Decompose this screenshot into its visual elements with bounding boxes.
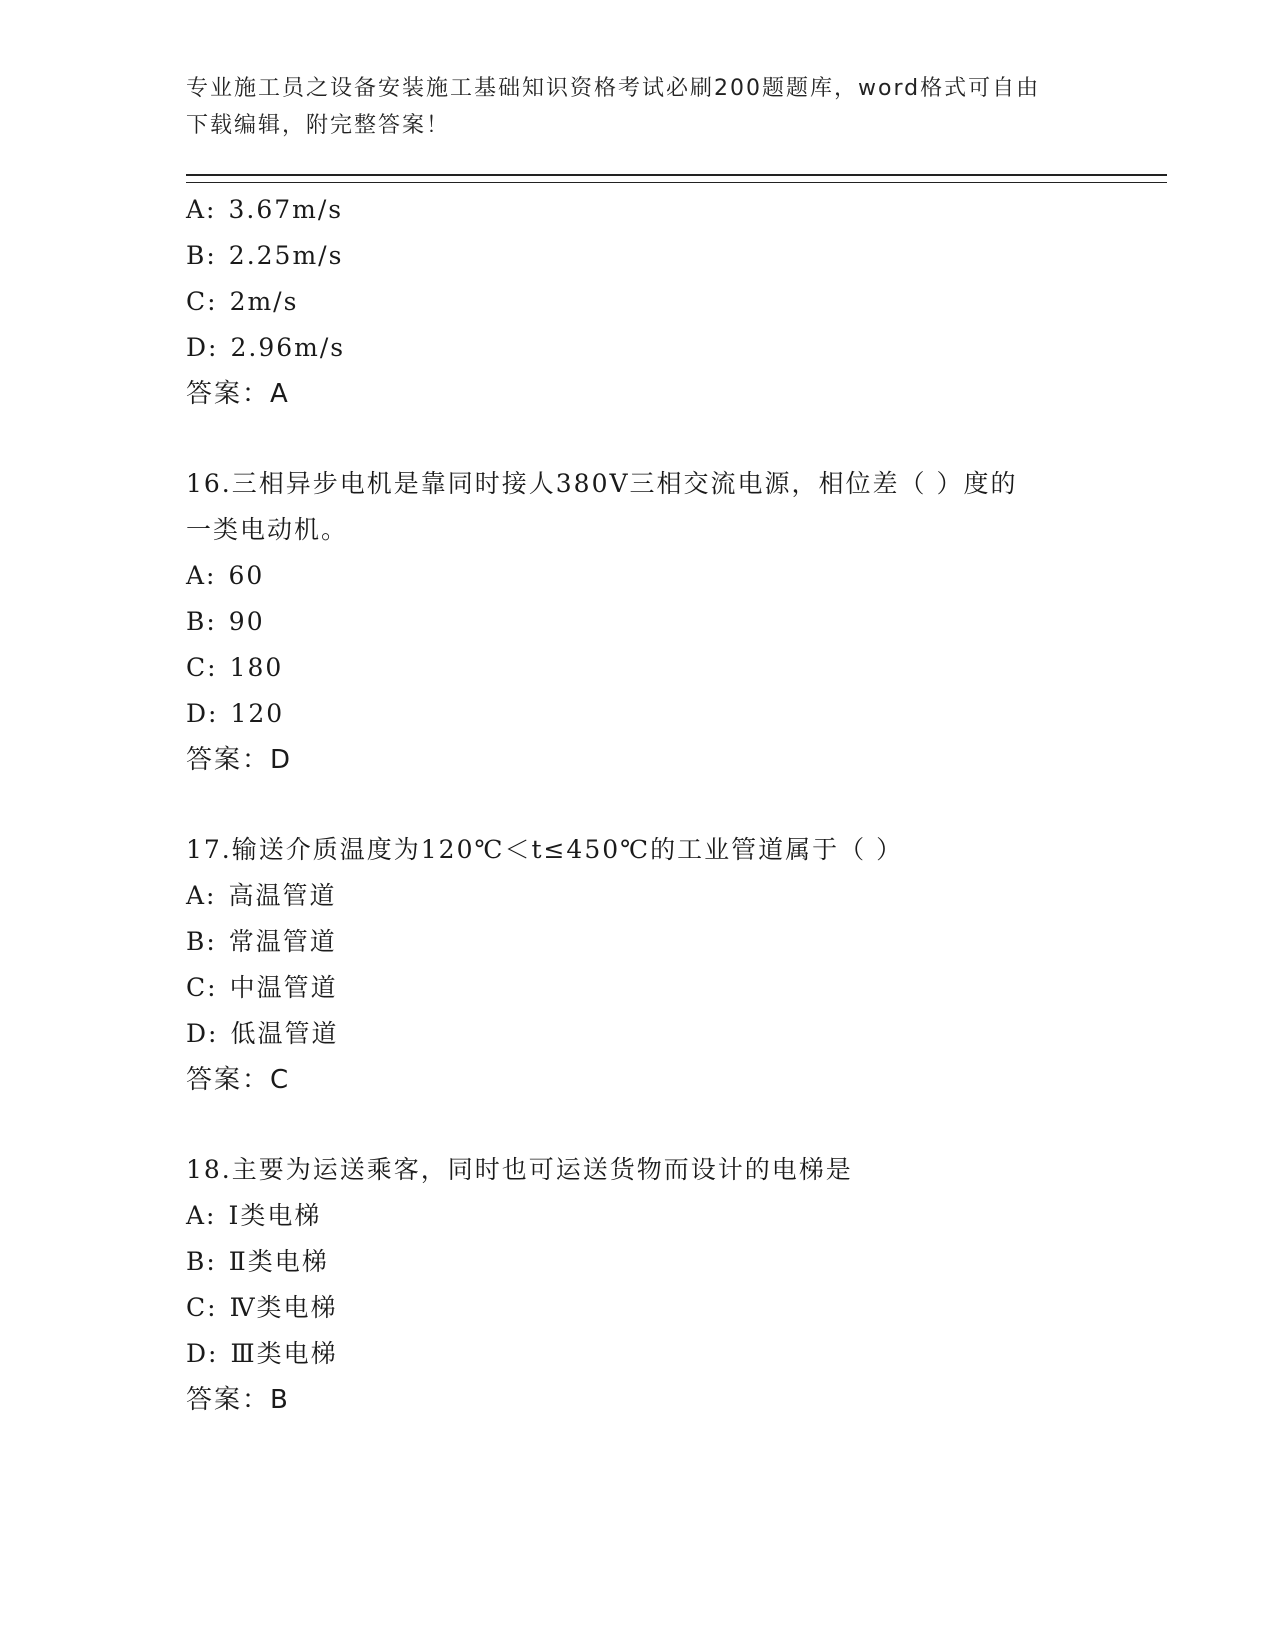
option-label: A:: [186, 195, 217, 224]
option-text: 高温管道: [228, 881, 337, 910]
question-15: [186, 187, 1166, 417]
question-17: [186, 827, 1166, 1103]
document-header: [186, 70, 1166, 144]
option-b: [186, 599, 1166, 645]
option-text: Ⅳ类电梯: [229, 1293, 338, 1322]
option-label: B:: [186, 607, 217, 636]
question-16: [186, 461, 1166, 783]
option-text: 120: [230, 699, 285, 728]
option-b: [186, 233, 1166, 279]
option-d: [186, 1331, 1166, 1377]
option-text: 2.25m/s: [228, 241, 344, 270]
option-text: 90: [228, 607, 265, 636]
option-label: D:: [186, 333, 219, 362]
option-label: A:: [186, 1201, 217, 1230]
option-label: D:: [186, 1339, 219, 1368]
spacer: [186, 417, 1166, 461]
option-c: [186, 965, 1166, 1011]
option-label: C:: [186, 1293, 218, 1322]
option-label: B:: [186, 241, 217, 270]
option-text: 2m/s: [229, 287, 299, 316]
answer: 答案：C: [186, 1065, 291, 1095]
option-a: [186, 553, 1166, 599]
option-text: 低温管道: [230, 1019, 339, 1048]
option-label: D:: [186, 699, 219, 728]
option-label: A:: [186, 881, 217, 910]
header-divider: [186, 174, 1167, 183]
option-label: B:: [186, 927, 217, 956]
option-text: 3.67m/s: [228, 195, 344, 224]
option-a: [186, 1193, 1166, 1239]
header-line-1: 专业施工员之设备安装施工基础知识资格考试必刷200题题库，word格式可自由: [186, 76, 1041, 101]
answer: 答案：A: [186, 379, 290, 409]
question-text-line-1: 18.主要为运送乘客，同时也可运送货物而设计的电梯是: [186, 1155, 853, 1184]
option-label: B:: [186, 1247, 217, 1276]
option-c: [186, 1285, 1166, 1331]
option-text: 60: [228, 561, 265, 590]
option-text: Ⅲ类电梯: [230, 1339, 338, 1368]
question-text-line-1: 16.三相异步电机是靠同时接人380V三相交流电源，相位差（ ）度的: [186, 469, 1018, 498]
option-b: [186, 919, 1166, 965]
option-label: C:: [186, 287, 218, 316]
option-label: C:: [186, 973, 218, 1002]
header-line-2: 下载编辑，附完整答案！: [186, 113, 451, 138]
option-label: A:: [186, 561, 217, 590]
option-label: D:: [186, 1019, 219, 1048]
spacer: [186, 1103, 1166, 1147]
option-label: C:: [186, 653, 218, 682]
option-c: [186, 645, 1166, 691]
option-text: 常温管道: [228, 927, 337, 956]
option-d: [186, 1011, 1166, 1057]
question-text-line-1: 17.输送介质温度为120℃＜t≤450℃的工业管道属于（ ）: [186, 835, 904, 864]
option-c: [186, 279, 1166, 325]
option-text: Ⅱ类电梯: [228, 1247, 329, 1276]
option-text: 180: [229, 653, 284, 682]
option-d: [186, 691, 1166, 737]
document-page: [186, 70, 1166, 1423]
option-text: Ⅰ类电梯: [228, 1201, 322, 1230]
spacer: [186, 783, 1166, 827]
option-a: [186, 187, 1166, 233]
question-text-line-2: 一类电动机。: [186, 515, 349, 544]
option-d: [186, 325, 1166, 371]
option-text: 2.96m/s: [230, 333, 346, 362]
answer: 答案：D: [186, 745, 293, 775]
option-text: 中温管道: [229, 973, 338, 1002]
option-b: [186, 1239, 1166, 1285]
answer: 答案：B: [186, 1385, 290, 1415]
question-18: [186, 1147, 1166, 1423]
option-a: [186, 873, 1166, 919]
